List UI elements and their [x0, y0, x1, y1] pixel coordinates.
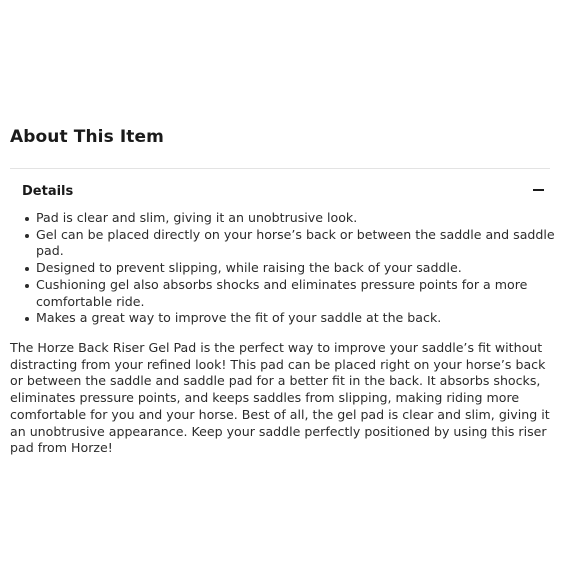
product-description: The Horze Back Riser Gel Pad is the perfect way to improve your saddle’s fit without distracting from your refined look! This pad can be placed right on your horse’s back or between the saddle and saddle pad for a better fit in the back. It absorbs shocks, eliminates pressure points, and keeps saddles from slipping, making riding more comfortable for you and your horse. Best of all, the gel pad is clear and slim, giving it an unobtrusive appearance. Keep your saddle perfectly positioned by using this riser pad from Horze!: [10, 340, 550, 456]
list-item: Gel can be placed directly on your horse’s back or between the saddle and saddle pad.: [36, 227, 564, 260]
details-bullet-list: [22, 210, 564, 327]
details-accordion-header[interactable]: [22, 180, 546, 200]
list-item: Cushioning gel also absorbs shocks and eliminates pressure points for a more comfortable ride.: [36, 277, 564, 310]
about-this-item-section: [10, 126, 555, 456]
section-divider: [10, 168, 550, 169]
section-title: About This Item: [10, 127, 164, 147]
list-item: Makes a great way to improve the fit of your saddle at the back.: [36, 310, 564, 327]
list-item: Designed to prevent slipping, while raising the back of your saddle.: [36, 260, 564, 277]
details-title: Details: [22, 184, 74, 199]
minus-icon[interactable]: [532, 180, 546, 200]
list-item: Pad is clear and slim, giving it an unobtrusive look.: [36, 210, 564, 227]
